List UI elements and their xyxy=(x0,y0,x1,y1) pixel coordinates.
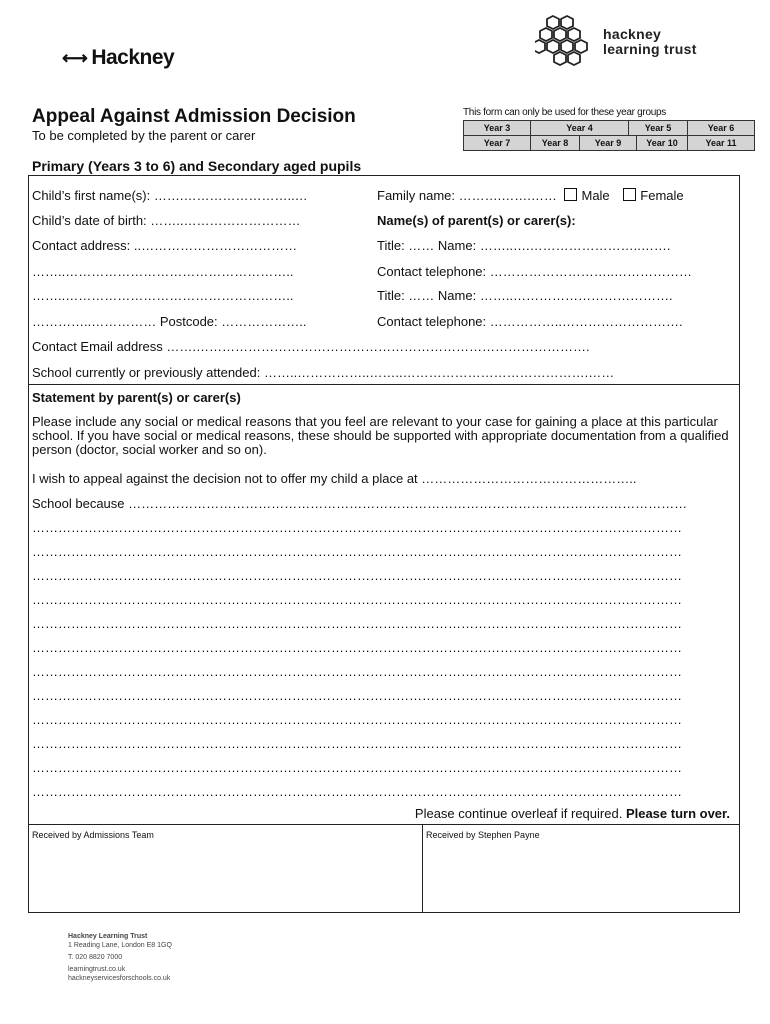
year-cell: Year 10 xyxy=(637,136,688,151)
year-cell: Year 9 xyxy=(580,136,637,151)
contact-telephone-field-2[interactable]: Contact telephone: ……………..………………………. xyxy=(377,314,683,329)
contact-address-field[interactable]: Contact address: ..……………………………… xyxy=(32,238,298,253)
male-label: Male xyxy=(581,188,610,203)
address-line-2[interactable]: ……..…………………………………………….. xyxy=(32,264,294,279)
title-name-field-2[interactable]: Title: …… Name: ……..………………………………. xyxy=(377,288,673,303)
statement-line[interactable]: …………………………………………………………………………………………………………………………………… xyxy=(32,592,682,607)
year-cell: Year 7 xyxy=(464,136,531,151)
statement-line[interactable]: …………………………………………………………………………………………………………………………………… xyxy=(32,712,682,727)
statement-paragraph: Please include any social or medical reasons that you feel are relevant to your case for gaining a place at this particular school. If you have social or medical reasons, these should be supported with appropriate documentation from a qualified person (doctor, social worker and so on). xyxy=(32,414,729,457)
year-groups-caption: This form can only be used for these year groups xyxy=(463,107,666,118)
year-cell: Year 6 xyxy=(688,121,755,136)
statement-line[interactable]: …………………………………………………………………………………………………………………………………… xyxy=(32,688,682,703)
parents-heading: Name(s) of parent(s) or carer(s): xyxy=(377,213,576,228)
address-line-3[interactable]: ……..…………………………………………….. xyxy=(32,288,294,303)
page-title: Appeal Against Admission Decision xyxy=(32,106,356,127)
statement-line[interactable]: …………………………………………………………………………………………………………………………………… xyxy=(32,616,682,631)
statement-line[interactable]: …………………………………………………………………………………………………………………………………… xyxy=(32,664,682,679)
statement-line[interactable]: …………………………………………………………………………………………………………………………………… xyxy=(32,760,682,775)
female-checkbox[interactable] xyxy=(623,188,636,201)
family-name-label: Family name: ……….…….…… xyxy=(377,188,557,203)
appeal-school-field[interactable]: I wish to appeal against the decision not to offer my child a place at ………………………………………….. xyxy=(32,471,637,486)
divider xyxy=(28,384,740,385)
footer-phone: T. 020 8820 7000 xyxy=(68,954,123,961)
footer xyxy=(68,932,172,983)
child-dob-field[interactable]: Child’s date of birth: ……..……………………… xyxy=(32,213,301,228)
statement-line[interactable]: …………………………………………………………………………………………………………………………………… xyxy=(32,520,682,535)
year-cell: Year 11 xyxy=(688,136,755,151)
divider xyxy=(28,824,740,825)
postcode-field[interactable]: …………..…………… Postcode: ……………….. xyxy=(32,314,307,329)
year-cell: Year 3 xyxy=(464,121,531,136)
statement-line[interactable]: …………………………………………………………………………………………………………………………………… xyxy=(32,544,682,559)
hackney-logo-text: Hackney xyxy=(91,46,175,69)
statement-line[interactable]: …………………………………………………………………………………………………………………………………… xyxy=(32,640,682,655)
hlt-logo-text xyxy=(603,27,697,57)
section-title: Primary (Years 3 to 6) and Secondary aged pupils xyxy=(32,158,362,174)
page-subtitle: To be completed by the parent or carer xyxy=(32,128,256,143)
year-groups-table xyxy=(463,120,755,151)
year-cell: Year 8 xyxy=(531,136,580,151)
hlt-logo-line2: learning trust xyxy=(603,41,697,57)
received-stephen-label: Received by Stephen Payne xyxy=(426,830,540,840)
hlt-logo-line1: hackney xyxy=(603,26,662,42)
child-first-name-field[interactable]: Child’s first name(s): …….……………………..… xyxy=(32,188,308,203)
email-field[interactable]: Contact Email address …….………………………………………………………………………………. xyxy=(32,339,590,354)
continue-note xyxy=(415,806,730,821)
school-attended-field[interactable]: School currently or previously attended: ……..……………..……..…………………………………….…… xyxy=(32,365,615,380)
school-because-field[interactable]: School because ………………………………………………………………………………………………………………… xyxy=(32,496,688,511)
year-cell: Year 4 xyxy=(531,121,629,136)
footer-web1: learningtrust.co.uk xyxy=(68,966,126,973)
hackney-learning-trust-logo xyxy=(535,14,697,70)
footer-web2: hackneyservicesforschools.co.uk xyxy=(68,975,171,982)
statement-line[interactable]: …………………………………………………………………………………………………………………………………… xyxy=(32,568,682,583)
contact-telephone-field-1[interactable]: Contact telephone: ………………………..……………… xyxy=(377,264,692,279)
continue-note-text: Please continue overleaf if required. xyxy=(414,806,623,821)
divider xyxy=(422,824,423,913)
title-name-field-1[interactable]: Title: …… Name: ……..….……………………..……. xyxy=(377,238,671,253)
hackney-logo xyxy=(62,46,174,70)
family-name-field[interactable] xyxy=(377,188,684,203)
received-admissions-label: Received by Admissions Team xyxy=(32,830,154,840)
statement-heading: Statement by parent(s) or carer(s) xyxy=(32,390,241,405)
year-cell: Year 5 xyxy=(629,121,688,136)
statement-line[interactable]: …………………………………………………………………………………………………………………………………… xyxy=(32,736,682,751)
hackney-arrows-icon: ⟷ xyxy=(62,47,88,68)
female-label: Female xyxy=(640,188,684,203)
male-checkbox[interactable] xyxy=(564,188,577,201)
statement-line[interactable]: …………………………………………………………………………………………………………………………………… xyxy=(32,784,682,799)
footer-address: 1 Reading Lane, London E8 1GQ xyxy=(68,942,172,949)
honeycomb-icon xyxy=(535,14,597,70)
footer-org: Hackney Learning Trust xyxy=(68,933,148,940)
turn-over-text: Please turn over. xyxy=(625,806,730,821)
